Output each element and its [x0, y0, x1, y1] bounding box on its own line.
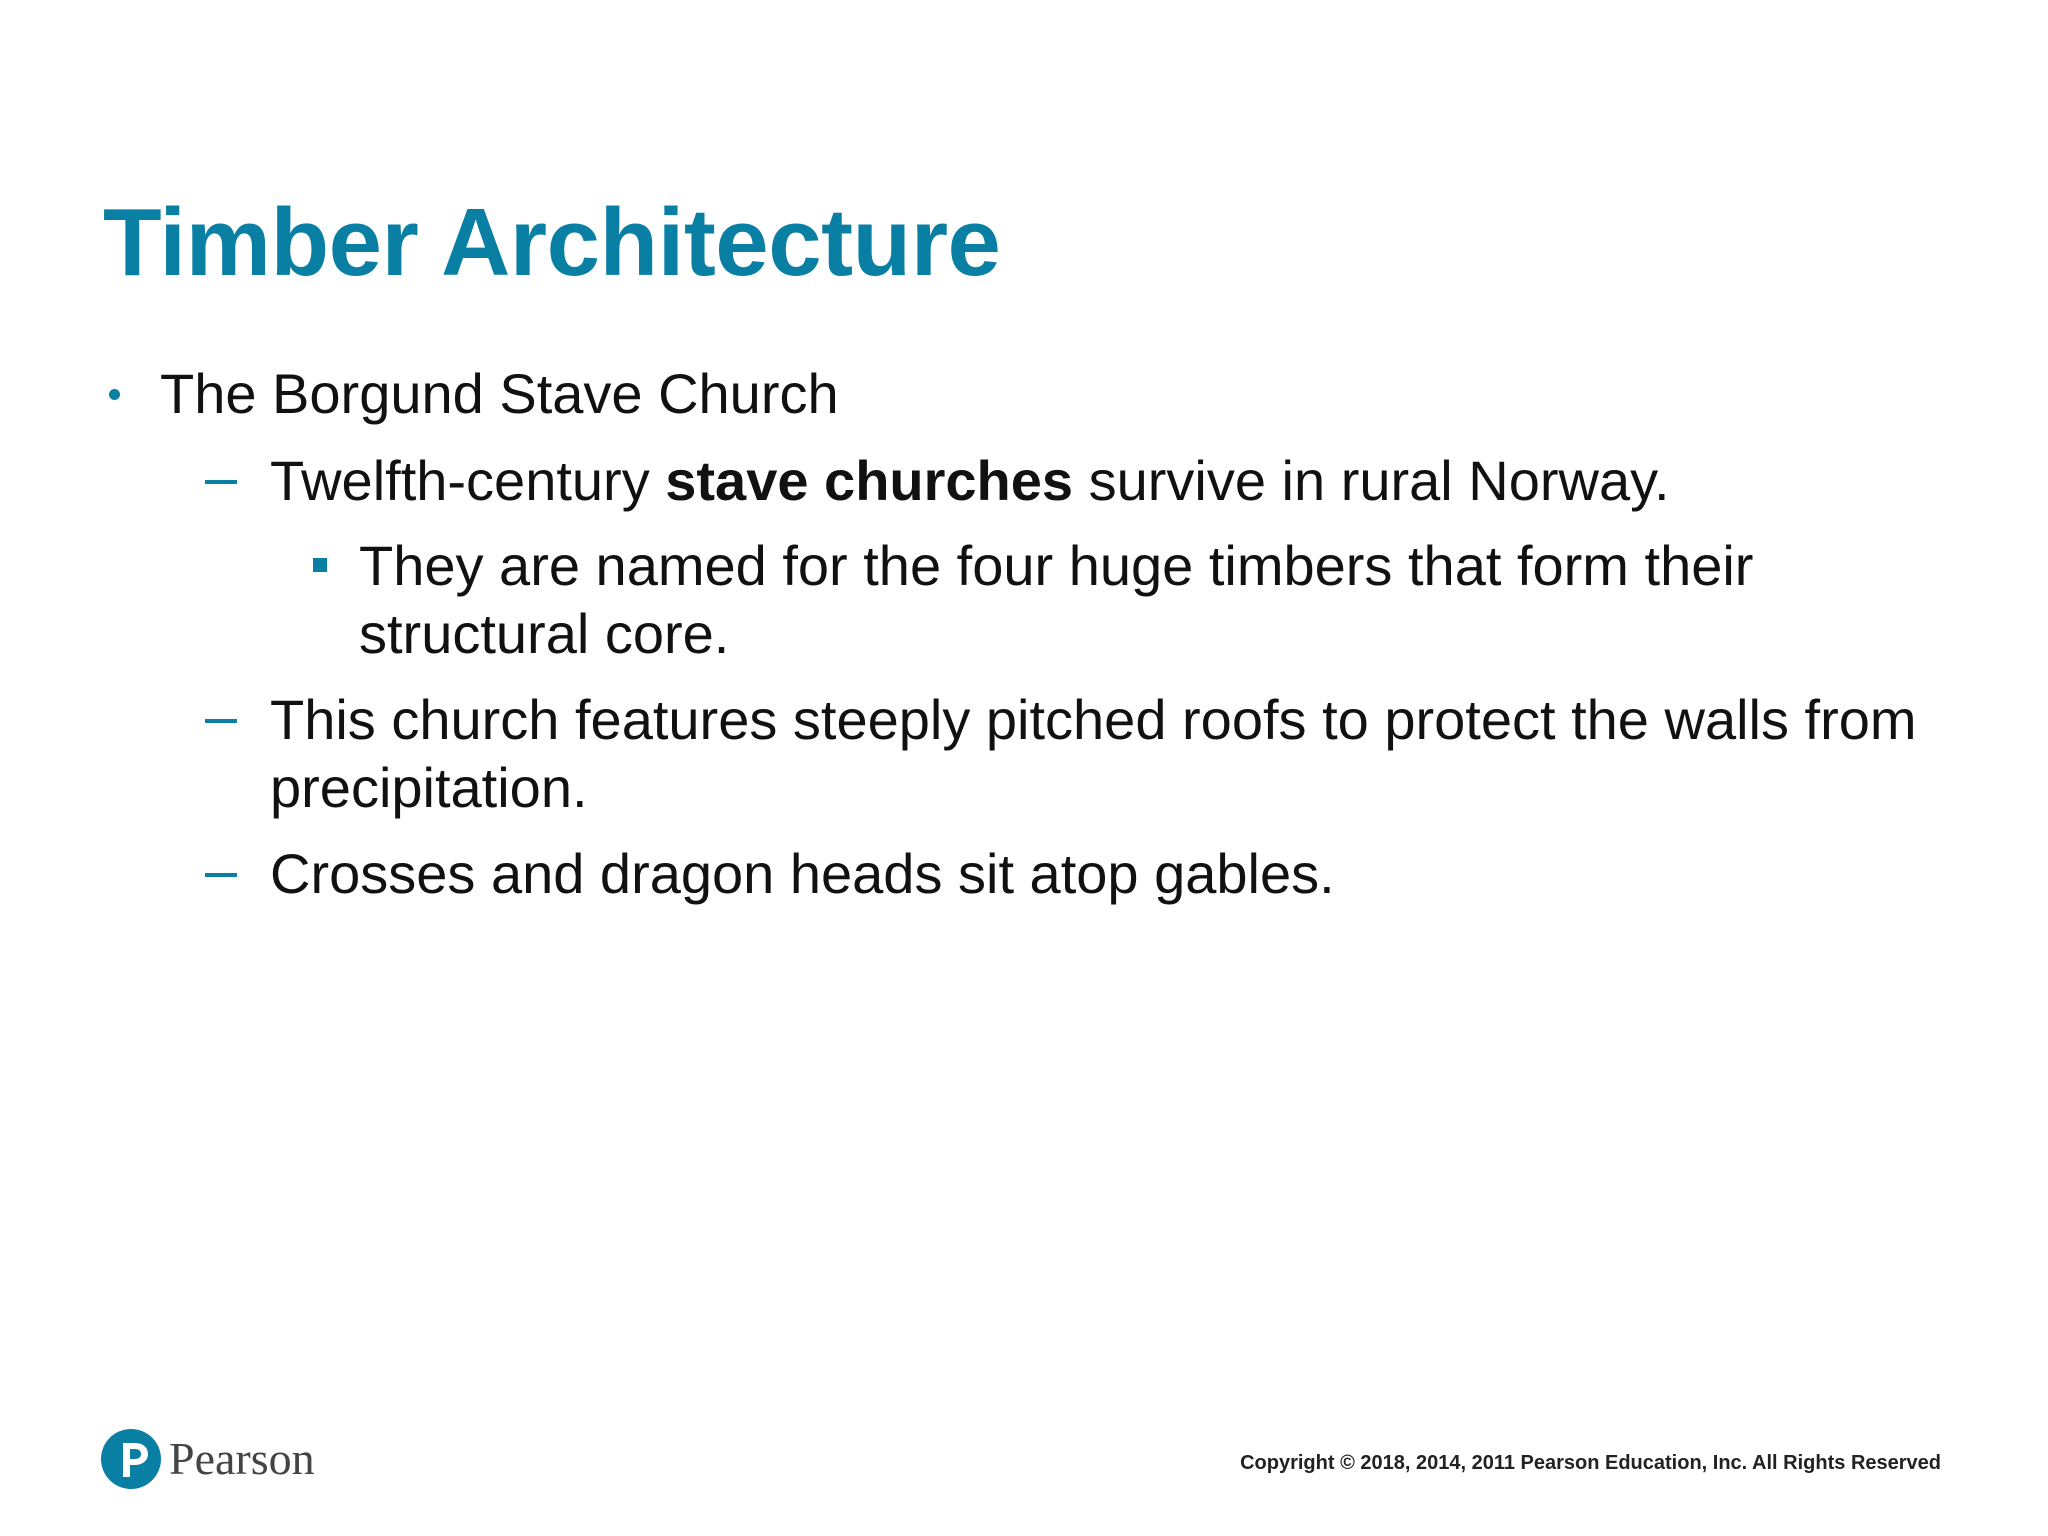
- square-bullet-icon: [313, 558, 327, 572]
- bullet-4-line-1: This church features steeply pitched roofs to protect the walls from: [270, 688, 1917, 751]
- bullet-2-bold-term: stave churches: [665, 449, 1074, 512]
- bullet-3-line-2: structural core.: [359, 602, 730, 665]
- bullet-2-text: [270, 447, 1670, 515]
- dash-marker-icon: [205, 480, 237, 484]
- bullet-2-part-1: Twelfth-century: [270, 449, 666, 512]
- dash-marker-icon: [205, 873, 237, 877]
- copyright-notice: Copyright © 2018, 2014, 2011 Pearson Education, Inc. All Rights Reserved: [1240, 1452, 1941, 1474]
- dash-marker-icon: [205, 719, 237, 723]
- pearson-logo: [101, 1426, 315, 1492]
- bullet-5-text: Crosses and dragon heads sit atop gables.: [270, 842, 1335, 905]
- pearson-p-logo-icon: [101, 1429, 161, 1489]
- bullet-2-part-3: survive in rural Norway.: [1073, 449, 1670, 512]
- bullet-4-line-2: precipitation.: [270, 756, 588, 819]
- slide-title: Timber Architecture: [103, 189, 1001, 296]
- pearson-wordmark: Pearson: [169, 1433, 315, 1484]
- bullet-dot-icon: [109, 389, 120, 400]
- bullet-3-line-1: They are named for the four huge timbers that form their: [359, 534, 1754, 597]
- bullet-1-text: The Borgund Stave Church: [160, 362, 839, 425]
